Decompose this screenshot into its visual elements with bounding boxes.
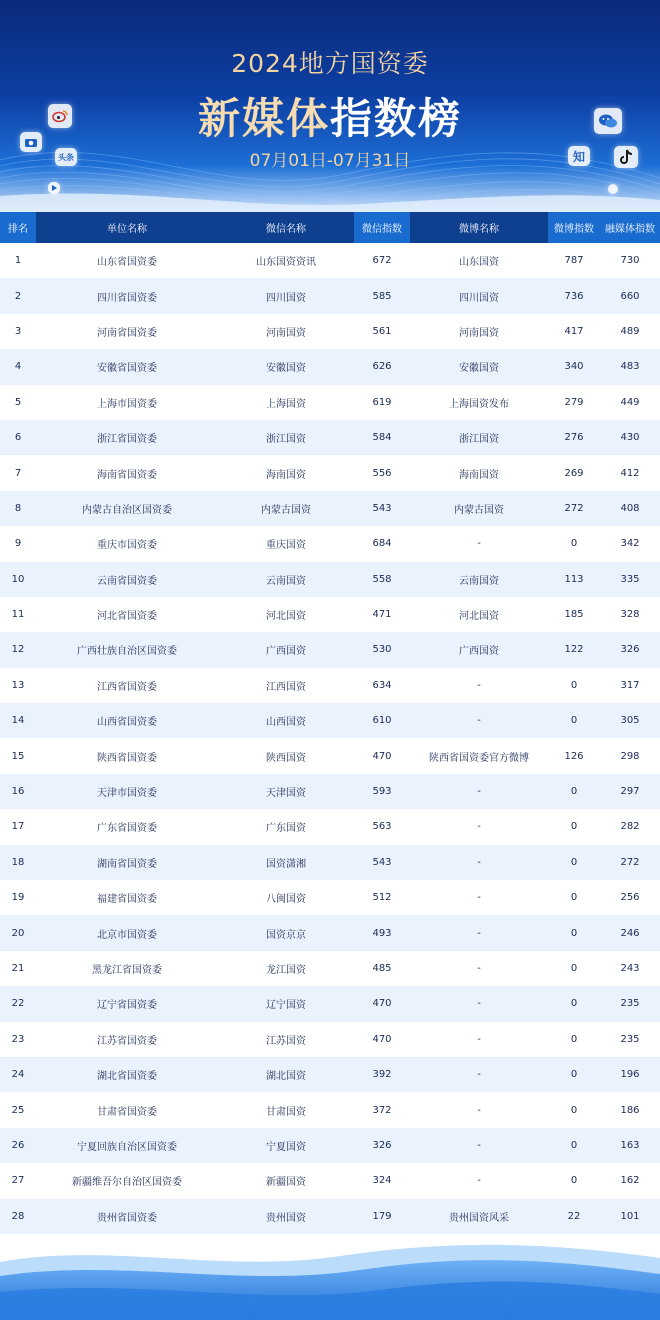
cell-unit-name: 湖北省国资委 [36, 1057, 218, 1092]
table-row [0, 455, 660, 490]
table-row [0, 420, 660, 455]
cell-wechat-name: 江西国资 [218, 668, 354, 703]
cell-rank: 13 [0, 668, 36, 703]
col-header-unit: 单位名称 [36, 212, 218, 243]
cell-rank: 26 [0, 1128, 36, 1163]
cell-media-index: 101 [600, 1199, 660, 1234]
cell-weibo-index: 185 [548, 597, 600, 632]
cell-weibo-name: - [410, 951, 548, 986]
cell-wechat-name: 内蒙古国资 [218, 491, 354, 526]
cell-wechat-index: 563 [354, 809, 410, 844]
cell-rank: 17 [0, 809, 36, 844]
ranking-table [0, 212, 660, 1234]
cell-weibo-name: 山东国资 [410, 243, 548, 278]
cell-weibo-index: 0 [548, 1022, 600, 1057]
cell-rank: 6 [0, 420, 36, 455]
cell-weibo-name: - [410, 1022, 548, 1057]
cell-rank: 14 [0, 703, 36, 738]
cell-weibo-index: 0 [548, 880, 600, 915]
cell-weibo-index: 22 [548, 1199, 600, 1234]
cell-wechat-index: 561 [354, 314, 410, 349]
table-row [0, 774, 660, 809]
cell-weibo-index: 0 [548, 668, 600, 703]
cell-wechat-index: 619 [354, 385, 410, 420]
cell-weibo-name: - [410, 880, 548, 915]
cell-media-index: 162 [600, 1163, 660, 1198]
cell-unit-name: 广西壮族自治区国资委 [36, 632, 218, 667]
cell-weibo-name: 陕西省国资委官方微博 [410, 738, 548, 773]
cell-wechat-index: 324 [354, 1163, 410, 1198]
cell-wechat-index: 493 [354, 915, 410, 950]
cell-media-index: 272 [600, 845, 660, 880]
cell-wechat-name: 江苏国资 [218, 1022, 354, 1057]
cell-weibo-index: 417 [548, 314, 600, 349]
cell-weibo-name: - [410, 1057, 548, 1092]
cell-wechat-index: 672 [354, 243, 410, 278]
cell-unit-name: 安徽省国资委 [36, 349, 218, 384]
cell-weibo-name: - [410, 526, 548, 561]
cell-weibo-index: 0 [548, 915, 600, 950]
cell-wechat-index: 543 [354, 491, 410, 526]
cell-wechat-name: 河北国资 [218, 597, 354, 632]
cell-weibo-name: - [410, 915, 548, 950]
cell-wechat-name: 重庆国资 [218, 526, 354, 561]
table-row [0, 243, 660, 278]
cell-weibo-name: - [410, 774, 548, 809]
table-row [0, 349, 660, 384]
cell-wechat-name: 广东国资 [218, 809, 354, 844]
cell-weibo-index: 0 [548, 1092, 600, 1127]
table-row [0, 1022, 660, 1057]
table-row [0, 880, 660, 915]
cell-media-index: 317 [600, 668, 660, 703]
date-range: 07月01日-07月31日 [249, 151, 411, 171]
table-row [0, 703, 660, 738]
cell-unit-name: 重庆市国资委 [36, 526, 218, 561]
cell-wechat-name: 湖北国资 [218, 1057, 354, 1092]
table-row [0, 915, 660, 950]
cell-wechat-name: 宁夏国资 [218, 1128, 354, 1163]
cell-unit-name: 陕西省国资委 [36, 738, 218, 773]
cell-media-index: 730 [600, 243, 660, 278]
cell-weibo-index: 0 [548, 774, 600, 809]
cell-weibo-index: 276 [548, 420, 600, 455]
cell-wechat-name: 山东国资资讯 [218, 243, 354, 278]
cell-unit-name: 北京市国资委 [36, 915, 218, 950]
cell-unit-name: 黑龙江省国资委 [36, 951, 218, 986]
poster-header [0, 0, 660, 212]
table-row [0, 385, 660, 420]
cell-wechat-name: 辽宁国资 [218, 986, 354, 1021]
cell-media-index: 660 [600, 278, 660, 313]
cell-rank: 20 [0, 915, 36, 950]
cell-unit-name: 新疆维吾尔自治区国资委 [36, 1163, 218, 1198]
cell-rank: 7 [0, 455, 36, 490]
cell-wechat-name: 国资潇湘 [218, 845, 354, 880]
cell-weibo-index: 0 [548, 986, 600, 1021]
table-row [0, 738, 660, 773]
cell-weibo-index: 122 [548, 632, 600, 667]
cell-rank: 12 [0, 632, 36, 667]
table-row [0, 668, 660, 703]
cell-wechat-index: 470 [354, 1022, 410, 1057]
cell-rank: 27 [0, 1163, 36, 1198]
cell-weibo-index: 0 [548, 703, 600, 738]
table-row [0, 597, 660, 632]
cell-media-index: 449 [600, 385, 660, 420]
cell-media-index: 412 [600, 455, 660, 490]
cell-weibo-name: 上海国资发布 [410, 385, 548, 420]
footer-wave-decoration [0, 1240, 660, 1320]
cell-media-index: 430 [600, 420, 660, 455]
cell-weibo-name: - [410, 668, 548, 703]
cell-wechat-name: 广西国资 [218, 632, 354, 667]
table-header-row [0, 212, 660, 243]
poster-title [0, 86, 660, 146]
table-row [0, 951, 660, 986]
video-icon [48, 182, 60, 194]
cell-wechat-index: 556 [354, 455, 410, 490]
table-row [0, 1163, 660, 1198]
cell-wechat-index: 585 [354, 278, 410, 313]
cell-media-index: 256 [600, 880, 660, 915]
cell-weibo-index: 340 [548, 349, 600, 384]
cell-wechat-index: 485 [354, 951, 410, 986]
cell-unit-name: 江西省国资委 [36, 668, 218, 703]
cell-rank: 19 [0, 880, 36, 915]
cell-weibo-index: 0 [548, 951, 600, 986]
cell-weibo-index: 0 [548, 1163, 600, 1198]
cell-media-index: 235 [600, 1022, 660, 1057]
cell-wechat-index: 392 [354, 1057, 410, 1092]
cell-rank: 25 [0, 1092, 36, 1127]
cell-weibo-name: - [410, 1128, 548, 1163]
cell-weibo-index: 736 [548, 278, 600, 313]
cell-wechat-name: 甘肃国资 [218, 1092, 354, 1127]
cell-wechat-name: 上海国资 [218, 385, 354, 420]
cell-unit-name: 上海市国资委 [36, 385, 218, 420]
cell-weibo-index: 279 [548, 385, 600, 420]
table-row [0, 1128, 660, 1163]
cell-media-index: 483 [600, 349, 660, 384]
cell-unit-name: 江苏省国资委 [36, 1022, 218, 1057]
cell-rank: 16 [0, 774, 36, 809]
cell-weibo-index: 0 [548, 809, 600, 844]
cell-weibo-name: 四川国资 [410, 278, 548, 313]
cell-unit-name: 河南省国资委 [36, 314, 218, 349]
cell-media-index: 328 [600, 597, 660, 632]
table-row [0, 809, 660, 844]
table-row [0, 526, 660, 561]
cell-media-index: 246 [600, 915, 660, 950]
cell-unit-name: 湖南省国资委 [36, 845, 218, 880]
cell-unit-name: 山东省国资委 [36, 243, 218, 278]
cell-unit-name: 浙江省国资委 [36, 420, 218, 455]
col-header-weibo-name: 微博名称 [410, 212, 548, 243]
cell-weibo-index: 126 [548, 738, 600, 773]
poster-title-part-1: 新媒体 [197, 94, 330, 143]
cell-rank: 2 [0, 278, 36, 313]
cell-wechat-index: 372 [354, 1092, 410, 1127]
cell-weibo-name: - [410, 986, 548, 1021]
cell-wechat-index: 584 [354, 420, 410, 455]
cell-unit-name: 福建省国资委 [36, 880, 218, 915]
cell-weibo-index: 0 [548, 526, 600, 561]
cell-rank: 8 [0, 491, 36, 526]
table-row [0, 1057, 660, 1092]
table-row [0, 986, 660, 1021]
cell-unit-name: 贵州省国资委 [36, 1199, 218, 1234]
cell-wechat-name: 贵州国资 [218, 1199, 354, 1234]
table-row [0, 845, 660, 880]
cell-wechat-name: 八闽国资 [218, 880, 354, 915]
poster-title-part-2: 指数榜 [330, 94, 463, 143]
cell-rank: 4 [0, 349, 36, 384]
cell-wechat-name: 天津国资 [218, 774, 354, 809]
cell-unit-name: 天津市国资委 [36, 774, 218, 809]
toutiao-icon-label: 头条 [58, 152, 74, 162]
cell-rank: 24 [0, 1057, 36, 1092]
small-decor-icon [608, 184, 618, 194]
table-row [0, 1199, 660, 1234]
cell-weibo-index: 0 [548, 1057, 600, 1092]
cell-media-index: 342 [600, 526, 660, 561]
cell-unit-name: 宁夏回族自治区国资委 [36, 1128, 218, 1163]
cell-wechat-name: 四川国资 [218, 278, 354, 313]
col-header-weibo-index: 微博指数 [548, 212, 600, 243]
cell-wechat-index: 471 [354, 597, 410, 632]
table-row [0, 314, 660, 349]
cell-wechat-name: 山西国资 [218, 703, 354, 738]
cell-wechat-index: 543 [354, 845, 410, 880]
cell-media-index: 243 [600, 951, 660, 986]
table-row [0, 491, 660, 526]
cell-wechat-name: 国资京京 [218, 915, 354, 950]
cell-rank: 21 [0, 951, 36, 986]
cell-wechat-index: 626 [354, 349, 410, 384]
cell-media-index: 297 [600, 774, 660, 809]
cell-wechat-index: 610 [354, 703, 410, 738]
cell-rank: 3 [0, 314, 36, 349]
cell-media-index: 235 [600, 986, 660, 1021]
cell-unit-name: 云南省国资委 [36, 562, 218, 597]
cell-wechat-name: 新疆国资 [218, 1163, 354, 1198]
cell-unit-name: 山西省国资委 [36, 703, 218, 738]
cell-rank: 15 [0, 738, 36, 773]
cell-weibo-index: 113 [548, 562, 600, 597]
cell-media-index: 298 [600, 738, 660, 773]
cell-media-index: 489 [600, 314, 660, 349]
cell-rank: 28 [0, 1199, 36, 1234]
cell-unit-name: 海南省国资委 [36, 455, 218, 490]
cell-weibo-name: 云南国资 [410, 562, 548, 597]
cell-unit-name: 河北省国资委 [36, 597, 218, 632]
cell-weibo-name: 安徽国资 [410, 349, 548, 384]
cell-wechat-index: 470 [354, 986, 410, 1021]
table-row [0, 632, 660, 667]
cell-rank: 1 [0, 243, 36, 278]
cell-wechat-index: 512 [354, 880, 410, 915]
cell-weibo-name: 浙江国资 [410, 420, 548, 455]
cell-media-index: 163 [600, 1128, 660, 1163]
cell-weibo-index: 0 [548, 845, 600, 880]
cell-weibo-name: - [410, 1163, 548, 1198]
cell-wechat-name: 海南国资 [218, 455, 354, 490]
cell-weibo-name: 海南国资 [410, 455, 548, 490]
cell-wechat-index: 593 [354, 774, 410, 809]
cell-unit-name: 四川省国资委 [36, 278, 218, 313]
cell-weibo-index: 272 [548, 491, 600, 526]
cell-weibo-name: - [410, 845, 548, 880]
cell-wechat-name: 河南国资 [218, 314, 354, 349]
table-row [0, 1092, 660, 1127]
zhihu-icon-label: 知 [572, 149, 585, 164]
cell-wechat-index: 179 [354, 1199, 410, 1234]
cell-rank: 23 [0, 1022, 36, 1057]
cell-media-index: 326 [600, 632, 660, 667]
cell-weibo-index: 787 [548, 243, 600, 278]
cell-rank: 10 [0, 562, 36, 597]
cell-unit-name: 广东省国资委 [36, 809, 218, 844]
cell-rank: 9 [0, 526, 36, 561]
cell-media-index: 335 [600, 562, 660, 597]
cell-wechat-name: 浙江国资 [218, 420, 354, 455]
cell-weibo-index: 269 [548, 455, 600, 490]
col-header-wechat-name: 微信名称 [218, 212, 354, 243]
cell-wechat-name: 陕西国资 [218, 738, 354, 773]
cell-wechat-index: 558 [354, 562, 410, 597]
cell-rank: 11 [0, 597, 36, 632]
col-header-media-index: 融媒体指数 [600, 212, 660, 243]
cell-rank: 18 [0, 845, 36, 880]
cell-weibo-name: 河南国资 [410, 314, 548, 349]
cell-wechat-index: 634 [354, 668, 410, 703]
cell-wechat-name: 安徽国资 [218, 349, 354, 384]
cell-weibo-name: 贵州国资风采 [410, 1199, 548, 1234]
table-body [0, 243, 660, 1234]
cell-wechat-index: 326 [354, 1128, 410, 1163]
cell-rank: 22 [0, 986, 36, 1021]
cell-wechat-name: 龙江国资 [218, 951, 354, 986]
table-row [0, 278, 660, 313]
poster-subtitle: 2024地方国资委 [231, 49, 429, 78]
cell-wechat-index: 470 [354, 738, 410, 773]
cell-weibo-name: 河北国资 [410, 597, 548, 632]
cell-media-index: 196 [600, 1057, 660, 1092]
cell-weibo-name: 内蒙古国资 [410, 491, 548, 526]
cell-unit-name: 甘肃省国资委 [36, 1092, 218, 1127]
cell-rank: 5 [0, 385, 36, 420]
cell-wechat-name: 云南国资 [218, 562, 354, 597]
table-row [0, 562, 660, 597]
cell-media-index: 305 [600, 703, 660, 738]
cell-weibo-name: - [410, 703, 548, 738]
cell-unit-name: 内蒙古自治区国资委 [36, 491, 218, 526]
cell-media-index: 282 [600, 809, 660, 844]
cell-unit-name: 辽宁省国资委 [36, 986, 218, 1021]
cell-media-index: 408 [600, 491, 660, 526]
cell-wechat-index: 684 [354, 526, 410, 561]
cell-weibo-index: 0 [548, 1128, 600, 1163]
cell-media-index: 186 [600, 1092, 660, 1127]
col-header-rank: 排名 [0, 212, 36, 243]
cell-weibo-name: 广西国资 [410, 632, 548, 667]
col-header-wechat-index: 微信指数 [354, 212, 410, 243]
cell-weibo-name: - [410, 809, 548, 844]
cell-wechat-index: 530 [354, 632, 410, 667]
cell-weibo-name: - [410, 1092, 548, 1127]
